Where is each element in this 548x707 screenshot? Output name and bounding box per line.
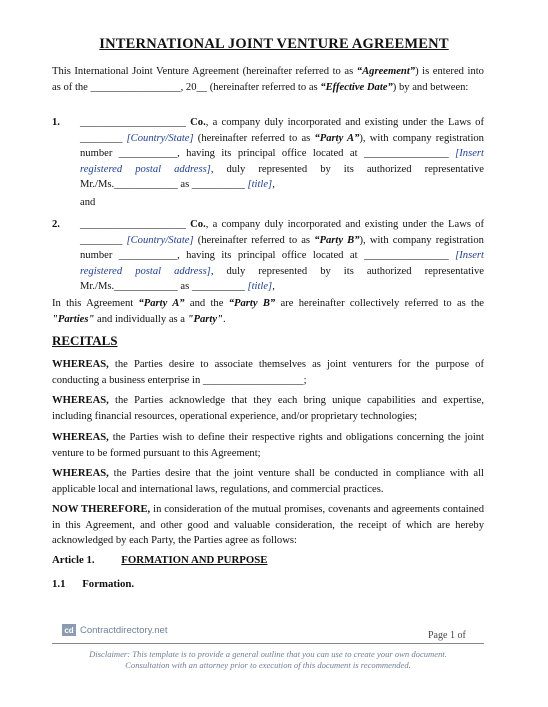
effective-date-term: “Effective Date” (320, 81, 393, 93)
party-text: as (177, 179, 192, 190)
party-b-number: 2. (52, 219, 60, 230)
title-blank: __________ (191, 281, 245, 292)
collective-text: In this Agreement (52, 298, 139, 309)
article-1-heading (52, 554, 267, 566)
laws-blank: ________ (80, 234, 123, 246)
party-term: “Party B” (314, 234, 360, 246)
party-text: ), with company registration number (80, 132, 484, 159)
recital-1 (52, 357, 484, 388)
intro-text: ) is entered into as of the (52, 66, 484, 93)
party-text: , having its principal office located at (177, 148, 364, 159)
office-blank: ________________ (363, 250, 449, 261)
title-blank: __________ (191, 179, 245, 190)
company-name-blank: ____________________ (80, 117, 186, 128)
footer-divider (52, 643, 484, 644)
section-1-1-heading (52, 578, 134, 590)
section-number: 1.1 (52, 578, 66, 590)
company-suffix: Co. (185, 117, 206, 128)
party-text: as (177, 281, 192, 292)
party-b-paragraph (80, 217, 484, 295)
party-a-term: “Party A” (138, 298, 185, 309)
parties-term: "Parties" (52, 313, 95, 325)
intro-text: ) by and between: (392, 81, 469, 93)
party-text: , having its principal office located at (177, 250, 364, 261)
country-placeholder: [Country/State] (122, 234, 194, 246)
title-placeholder: [title] (244, 281, 273, 292)
footer-logo[interactable] (62, 624, 167, 636)
party-text: (hereinafter referred to as (193, 234, 315, 246)
party-text: , (272, 281, 275, 292)
party-text: , a company duly incorporated and existing under the Laws of (205, 117, 484, 128)
recital-2 (52, 393, 484, 424)
recital-3 (52, 430, 484, 461)
party-singular-term: "Party" (187, 313, 223, 325)
registration-blank: ___________ (118, 250, 178, 261)
recital-text: the Parties wish to define their respective rights and obligations concerning the joint venture to be formed pursuant to this Agreement; (52, 432, 484, 459)
party-b-term: “Party B” (228, 298, 276, 309)
recital-lead: WHEREAS, (52, 359, 109, 370)
party-text: (hereinafter referred to as (193, 132, 315, 144)
recital-4 (52, 466, 484, 497)
page-number: Page 1 of (428, 630, 466, 641)
intro-text: This International Joint Venture Agreement (hereinafter referred to as (52, 66, 357, 77)
address-placeholder: [Insert registered postal address] (80, 148, 484, 175)
party-text: , duly represented by its authorized representative Mr./Ms. (80, 265, 484, 292)
party-text: , (272, 179, 275, 190)
party-term: “Party A” (314, 132, 360, 144)
recital-text: the Parties desire to associate themselves as joint venturers for the purpose of conducting a business enterprise in ___________________; (52, 359, 484, 386)
representative-blank: ____________ (114, 281, 178, 292)
company-name-blank: ____________________ (80, 219, 186, 230)
collective-text: and the (184, 298, 229, 309)
registration-blank: ___________ (118, 148, 178, 159)
collective-text: . (222, 313, 226, 325)
disclaimer-line-2: Consultation with an attorney prior to execution of this document is recommended. (125, 660, 411, 670)
party-text: ), with company registration number (80, 234, 484, 261)
party-a-paragraph (80, 115, 484, 193)
recital-text: the Parties acknowledge that they each bring unique capabilities and expertise, including financial resources, operational experience, and/or proprietary technologies; (52, 395, 484, 422)
agreement-term: “Agreement” (356, 66, 416, 77)
section-title: Formation. (82, 578, 135, 590)
article-number: Article 1. (52, 554, 95, 566)
intro-text: , 20__ (hereinafter referred to as (180, 81, 321, 93)
logo-text: Contractdirectory.net (80, 624, 168, 636)
recital-lead: WHEREAS, (52, 395, 109, 406)
document-title: INTERNATIONAL JOINT VENTURE AGREEMENT (99, 36, 449, 52)
party-text: , duly represented by its authorized representative Mr./Ms. (80, 163, 484, 190)
collective-text: and individually as a (94, 313, 188, 325)
and-conjunction: and (80, 197, 96, 208)
laws-blank: ________ (80, 132, 123, 144)
article-title: FORMATION AND PURPOSE (121, 554, 268, 566)
title-placeholder: [title] (244, 179, 273, 190)
disclaimer-line-1: Disclaimer: This template is to provide a general outline that you can use to create your own document. (89, 649, 447, 659)
collective-text: are hereinafter collectively referred to as the (275, 298, 485, 309)
recital-text: the Parties desire that the joint venture shall be conducted in compliance with all applicable local and international laws, regulations, and commercial practices. (52, 468, 484, 495)
logo-mark: cd (62, 624, 76, 636)
company-suffix: Co. (185, 219, 206, 230)
country-placeholder: [Country/State] (122, 132, 194, 144)
representative-blank: ____________ (114, 179, 178, 190)
date-blank: _________________ (90, 81, 181, 93)
intro-paragraph (52, 64, 484, 95)
recital-lead: WHEREAS, (52, 468, 109, 479)
now-therefore-paragraph (52, 502, 484, 549)
recitals-heading: RECITALS (52, 333, 118, 348)
party-text: , a company duly incorporated and existing under the Laws of (205, 219, 484, 230)
address-placeholder: [Insert registered postal address] (80, 250, 484, 277)
party-a-number: 1. (52, 117, 60, 128)
recital-text: in consideration of the mutual promises, covenants and agreements contained in this Agreement, and other good and valuable consideration, the receipt of which are hereby acknowledged by each Party, the Parties agree as follows: (52, 504, 484, 546)
recital-lead: WHEREAS, (52, 432, 109, 443)
disclaimer (52, 649, 484, 671)
recital-lead: NOW THEREFORE, (52, 504, 151, 515)
collective-paragraph (52, 296, 484, 327)
office-blank: ________________ (363, 148, 449, 159)
